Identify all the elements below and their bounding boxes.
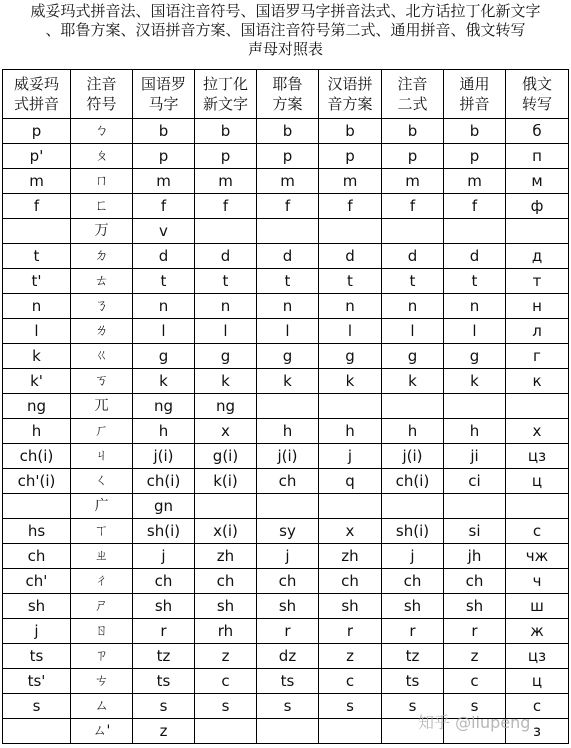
column-header-line: 马字 xyxy=(148,95,179,113)
column-header-line: 注音 xyxy=(397,75,428,93)
table-cell: l xyxy=(195,319,257,344)
table-cell: k xyxy=(3,344,71,369)
table-cell: чж xyxy=(506,544,569,569)
table-cell: zh xyxy=(319,544,382,569)
table-cell: k(i) xyxy=(195,469,257,494)
table-cell: ji xyxy=(444,444,506,469)
table-cell: q xyxy=(319,469,382,494)
table-cell: p xyxy=(3,119,71,144)
table-cell xyxy=(257,719,319,744)
column-header-line: 转写 xyxy=(521,95,552,113)
column-header-line: 拉丁化 xyxy=(202,75,248,93)
title-line-3: 声母对照表 xyxy=(247,40,323,58)
table-cell: ng xyxy=(195,394,257,419)
table-cell: tz xyxy=(382,644,444,669)
table-cell: j(i) xyxy=(257,444,319,469)
table-cell: sh xyxy=(257,594,319,619)
table-cell: s xyxy=(133,694,195,719)
table-cell xyxy=(257,394,319,419)
table-cell: si xyxy=(444,519,506,544)
column-header-line: 新文字 xyxy=(202,95,248,113)
table-cell: f xyxy=(319,194,382,219)
table-cell: g xyxy=(444,344,506,369)
table-cell: h xyxy=(382,419,444,444)
table-cell: ㄗ xyxy=(71,644,133,669)
table-cell: h xyxy=(319,419,382,444)
table-cell: ㄏ xyxy=(71,419,133,444)
column-header-line: 国语罗 xyxy=(140,75,186,93)
table-cell: x xyxy=(195,419,257,444)
table-cell: s xyxy=(382,694,444,719)
table-cell: t xyxy=(444,269,506,294)
table-cell: ch xyxy=(257,469,319,494)
table-cell xyxy=(382,394,444,419)
column-header xyxy=(444,70,506,119)
table-cell: ㄙ xyxy=(71,694,133,719)
table-row xyxy=(3,519,569,544)
table-cell: l xyxy=(133,319,195,344)
table-cell: ts xyxy=(382,669,444,694)
table-cell: ㄑ xyxy=(71,469,133,494)
table-cell: t' xyxy=(3,269,71,294)
table-cell xyxy=(319,494,382,519)
table-cell: n xyxy=(195,294,257,319)
table-cell: p xyxy=(133,144,195,169)
table-cell: k xyxy=(195,369,257,394)
table-cell: r xyxy=(382,619,444,644)
column-header-line: 注音 xyxy=(86,75,117,93)
table-cell: ch' xyxy=(3,569,71,594)
table-cell: h xyxy=(257,419,319,444)
table-cell xyxy=(257,494,319,519)
table-row xyxy=(3,594,569,619)
table-cell: ㄪ xyxy=(71,219,133,244)
table-row xyxy=(3,144,569,169)
table-cell: ㄎ xyxy=(71,369,133,394)
column-header-line: 式拼音 xyxy=(13,95,59,113)
column-header xyxy=(382,70,444,119)
table-cell: m xyxy=(195,169,257,194)
table-cell: к xyxy=(506,369,569,394)
table-cell: s xyxy=(257,694,319,719)
table-cell: j(i) xyxy=(382,444,444,469)
table-cell: f xyxy=(133,194,195,219)
table-cell: m xyxy=(3,169,71,194)
table-cell: h xyxy=(133,419,195,444)
table-cell: ш xyxy=(506,594,569,619)
table-cell: д xyxy=(506,244,569,269)
table-cell: ㄅ xyxy=(71,119,133,144)
table-cell: б xyxy=(506,119,569,144)
title-line-2: 、耶鲁方案、汉语拼音方案、国语注音符号第二式、通用拼音、俄文转写 xyxy=(45,21,526,39)
table-cell: dz xyxy=(257,644,319,669)
table-cell: b xyxy=(382,119,444,144)
column-header xyxy=(506,70,569,119)
table-cell xyxy=(319,219,382,244)
table-cell: ㄘ xyxy=(71,669,133,694)
initials-comparison-table xyxy=(2,69,569,744)
table-cell xyxy=(257,219,319,244)
table-cell: ㄇ xyxy=(71,169,133,194)
table-cell xyxy=(506,494,569,519)
table-cell: r xyxy=(133,619,195,644)
table-cell xyxy=(444,494,506,519)
table-cell: ng xyxy=(3,394,71,419)
column-header-line: 俄文 xyxy=(521,75,552,93)
table-cell: j(i) xyxy=(133,444,195,469)
table-row xyxy=(3,394,569,419)
table-cell: ㄫ xyxy=(71,394,133,419)
table-cell: ㄉ xyxy=(71,244,133,269)
table-cell: ㄔ xyxy=(71,569,133,594)
table-cell: k xyxy=(257,369,319,394)
table-cell: sh xyxy=(319,594,382,619)
table-cell: g xyxy=(133,344,195,369)
table-cell: c xyxy=(444,669,506,694)
table-cell: ts xyxy=(257,669,319,694)
table-cell: d xyxy=(133,244,195,269)
table-cell: n xyxy=(3,294,71,319)
table-cell: sh xyxy=(195,594,257,619)
table-cell: z xyxy=(444,644,506,669)
column-header-line: 威妥玛 xyxy=(13,75,59,93)
table-cell: ㄬ xyxy=(71,494,133,519)
table-cell: t xyxy=(133,269,195,294)
table-cell: sh xyxy=(382,594,444,619)
table-row xyxy=(3,344,569,369)
column-header-line: 符号 xyxy=(86,95,117,113)
table-cell: t xyxy=(382,269,444,294)
table-cell: г xyxy=(506,344,569,369)
table-cell: ж xyxy=(506,619,569,644)
table-cell: п xyxy=(506,144,569,169)
table-cell: d xyxy=(444,244,506,269)
table-cell: m xyxy=(382,169,444,194)
table-row xyxy=(3,369,569,394)
table-cell: zh xyxy=(195,544,257,569)
table-cell: h xyxy=(444,419,506,444)
table-cell: sh xyxy=(133,594,195,619)
table-cell: ㄐ xyxy=(71,444,133,469)
table-cell: rh xyxy=(195,619,257,644)
table-row xyxy=(3,444,569,469)
table-cell: l xyxy=(319,319,382,344)
table-cell: z xyxy=(319,644,382,669)
table-cell: sh xyxy=(3,594,71,619)
table-cell: b xyxy=(133,119,195,144)
table-cell xyxy=(195,219,257,244)
table-cell: m xyxy=(319,169,382,194)
table-row xyxy=(3,194,569,219)
table-cell: g xyxy=(319,344,382,369)
table-row xyxy=(3,294,569,319)
table-cell: b xyxy=(319,119,382,144)
table-cell xyxy=(382,219,444,244)
table-cell: ㄌ xyxy=(71,319,133,344)
column-header-line: 音方案 xyxy=(327,95,373,113)
table-cell: c xyxy=(319,669,382,694)
table-cell: r xyxy=(257,619,319,644)
table-cell: t xyxy=(257,269,319,294)
table-cell xyxy=(444,394,506,419)
column-header-line: 耶鲁 xyxy=(272,75,303,93)
table-cell: s xyxy=(3,694,71,719)
table-cell: l xyxy=(3,319,71,344)
table-cell: л xyxy=(506,319,569,344)
watermark: 知乎 @liupeng xyxy=(418,713,531,732)
table-cell: ㄓ xyxy=(71,544,133,569)
table-cell: v xyxy=(133,219,195,244)
table-cell: j xyxy=(257,544,319,569)
table-cell: b xyxy=(257,119,319,144)
table-cell: p xyxy=(195,144,257,169)
table-cell xyxy=(3,219,71,244)
table-cell: r xyxy=(444,619,506,644)
table-cell: c xyxy=(195,669,257,694)
table-cell: n xyxy=(319,294,382,319)
table-cell: ч xyxy=(506,569,569,594)
column-header-line: 方案 xyxy=(272,95,303,113)
table-cell: ch xyxy=(133,569,195,594)
table-cell: z xyxy=(133,719,195,744)
table-cell: м xyxy=(506,169,569,194)
table-cell: z xyxy=(195,644,257,669)
table-cell xyxy=(444,219,506,244)
table-cell: с xyxy=(506,519,569,544)
table-cell: b xyxy=(195,119,257,144)
table-cell: g(i) xyxy=(195,444,257,469)
column-header xyxy=(319,70,382,119)
table-cell: ㄋ xyxy=(71,294,133,319)
table-cell: t xyxy=(195,269,257,294)
table-cell: ㄕ xyxy=(71,594,133,619)
table-cell: l xyxy=(382,319,444,344)
table-cell: g xyxy=(257,344,319,369)
table-cell xyxy=(382,494,444,519)
table-cell: h xyxy=(3,419,71,444)
table-cell: b xyxy=(444,119,506,144)
table-cell: ts' xyxy=(3,669,71,694)
table-cell: s xyxy=(319,694,382,719)
table-cell: f xyxy=(195,194,257,219)
document-title xyxy=(0,2,571,59)
table-cell: х xyxy=(506,419,569,444)
table-cell: k xyxy=(319,369,382,394)
table-cell: f xyxy=(3,194,71,219)
table-row xyxy=(3,494,569,519)
table-cell: d xyxy=(195,244,257,269)
table-cell xyxy=(506,219,569,244)
table-cell: ㄒ xyxy=(71,519,133,544)
table-cell: ц xyxy=(506,469,569,494)
table-cell xyxy=(3,719,71,744)
table-cell: ts xyxy=(133,669,195,694)
column-header xyxy=(3,70,71,119)
table-cell: j xyxy=(382,544,444,569)
table-cell xyxy=(195,719,257,744)
table-cell: т xyxy=(506,269,569,294)
table-cell: з xyxy=(506,719,569,744)
table-cell: m xyxy=(444,169,506,194)
table-cell: k xyxy=(382,369,444,394)
table-row xyxy=(3,244,569,269)
table-cell: p xyxy=(382,144,444,169)
table-cell: ch xyxy=(444,569,506,594)
table-cell: ㄍ xyxy=(71,344,133,369)
title-line-1: 威妥玛式拼音法、国语注音符号、国语罗马字拼音法式、北方话拉丁化新文字 xyxy=(30,2,541,20)
table-cell: x(i) xyxy=(195,519,257,544)
table-cell: x xyxy=(319,519,382,544)
table-cell xyxy=(506,394,569,419)
table-cell: hs xyxy=(3,519,71,544)
table-row xyxy=(3,569,569,594)
table-cell: ㄈ xyxy=(71,194,133,219)
table-cell: k xyxy=(133,369,195,394)
table-cell: d xyxy=(382,244,444,269)
table-cell: ch xyxy=(319,569,382,594)
table-cell: ㄖ xyxy=(71,619,133,644)
table-cell: p xyxy=(257,144,319,169)
table-cell: ch xyxy=(3,544,71,569)
table-cell xyxy=(3,494,71,519)
table-cell: цз xyxy=(506,444,569,469)
table-cell: sh(i) xyxy=(382,519,444,544)
table-cell: p' xyxy=(3,144,71,169)
table-cell: ng xyxy=(133,394,195,419)
table-cell: g xyxy=(382,344,444,369)
column-header xyxy=(257,70,319,119)
table-cell: f xyxy=(382,194,444,219)
table-row xyxy=(3,619,569,644)
column-header xyxy=(133,70,195,119)
table-cell: gn xyxy=(133,494,195,519)
table-body xyxy=(3,119,569,744)
table-cell: н xyxy=(506,294,569,319)
table-row xyxy=(3,419,569,444)
table-cell: ch'(i) xyxy=(3,469,71,494)
table-cell: n xyxy=(444,294,506,319)
table-cell: ch xyxy=(257,569,319,594)
table-cell: k xyxy=(444,369,506,394)
table-cell xyxy=(319,719,382,744)
table-cell: m xyxy=(133,169,195,194)
table-cell: d xyxy=(257,244,319,269)
table-cell: ch(i) xyxy=(133,469,195,494)
table-cell: l xyxy=(257,319,319,344)
table-cell: с xyxy=(506,694,569,719)
table-cell: ch(i) xyxy=(382,469,444,494)
table-cell: g xyxy=(195,344,257,369)
table-cell: p xyxy=(319,144,382,169)
table-cell: sy xyxy=(257,519,319,544)
table-cell: ㄆ xyxy=(71,144,133,169)
table-cell: j xyxy=(319,444,382,469)
table-row xyxy=(3,219,569,244)
table-header xyxy=(3,70,569,119)
table-cell: ㄙ' xyxy=(71,719,133,744)
table-cell: p xyxy=(444,144,506,169)
table-cell: s xyxy=(195,694,257,719)
table-cell: s xyxy=(444,694,506,719)
table-row xyxy=(3,544,569,569)
table-cell: n xyxy=(382,294,444,319)
table-cell: ch(i) xyxy=(3,444,71,469)
header-row xyxy=(3,70,569,119)
table-cell: jh xyxy=(444,544,506,569)
table-cell: f xyxy=(257,194,319,219)
column-header-line: 通用 xyxy=(459,75,490,93)
table-cell: ch xyxy=(382,569,444,594)
table-cell: tz xyxy=(133,644,195,669)
table-cell: ㄊ xyxy=(71,269,133,294)
column-header xyxy=(195,70,257,119)
table-cell: sh xyxy=(444,594,506,619)
table-row xyxy=(3,119,569,144)
table-cell: j xyxy=(3,619,71,644)
table-cell: t xyxy=(3,244,71,269)
column-header xyxy=(71,70,133,119)
table-cell: f xyxy=(444,194,506,219)
table-cell: ch xyxy=(195,569,257,594)
table-cell: k' xyxy=(3,369,71,394)
table-row xyxy=(3,469,569,494)
table-cell: r xyxy=(319,619,382,644)
table-cell xyxy=(319,394,382,419)
table-cell: n xyxy=(257,294,319,319)
table-row xyxy=(3,169,569,194)
table-cell: m xyxy=(257,169,319,194)
table-row xyxy=(3,644,569,669)
table-cell: j xyxy=(133,544,195,569)
table-cell: t xyxy=(319,269,382,294)
table-cell: цз xyxy=(506,644,569,669)
table-cell: ф xyxy=(506,194,569,219)
table-cell: ц xyxy=(506,669,569,694)
column-header-line: 二式 xyxy=(397,95,428,113)
table-cell xyxy=(195,494,257,519)
table-row xyxy=(3,269,569,294)
table-row xyxy=(3,319,569,344)
table-cell: sh(i) xyxy=(133,519,195,544)
column-header-line: 拼音 xyxy=(459,95,490,113)
table-cell: l xyxy=(444,319,506,344)
table-cell: ci xyxy=(444,469,506,494)
table-cell: n xyxy=(133,294,195,319)
table-cell: ts xyxy=(3,644,71,669)
column-header-line: 汉语拼 xyxy=(327,75,373,93)
table-cell: d xyxy=(319,244,382,269)
table-row xyxy=(3,669,569,694)
